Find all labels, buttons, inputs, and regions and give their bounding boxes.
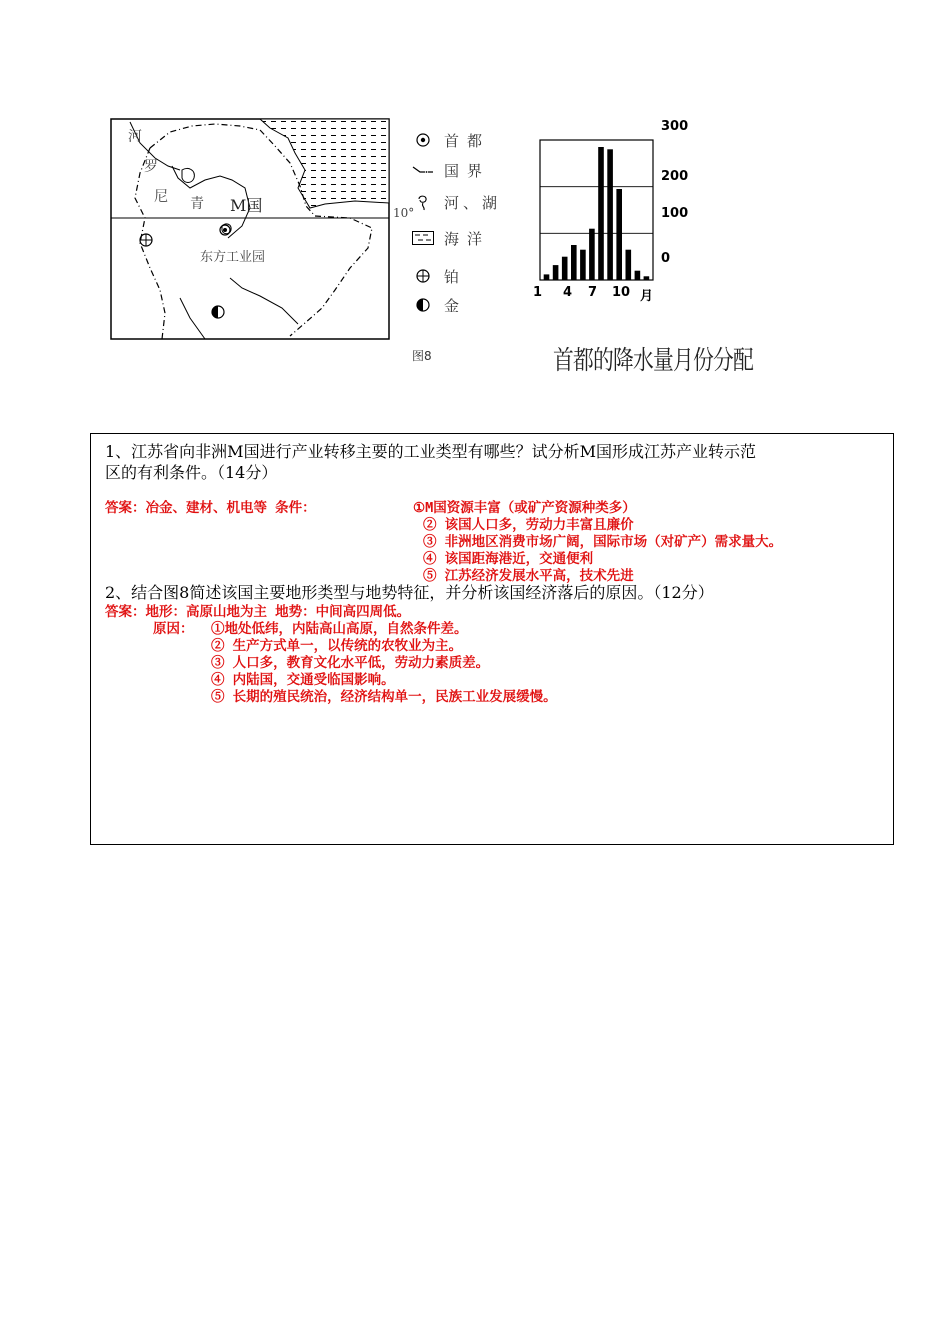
x-tick-label: 4 bbox=[563, 285, 573, 300]
answer-2-item: ③ 人口多，教育文化水平低，劳动力素质差。 bbox=[211, 655, 490, 671]
legend-label: 铂 bbox=[444, 267, 468, 286]
bar-month-8 bbox=[607, 149, 613, 280]
map-label-qing: 青 bbox=[190, 196, 204, 212]
answer-1-item: ④ 该国距海港近，交通便利 bbox=[423, 551, 594, 567]
border-icon bbox=[412, 161, 434, 179]
question-1-line-2: 区的有利条件。（14分） bbox=[105, 463, 278, 482]
bar-month-9 bbox=[616, 189, 622, 280]
chart-title: 首都的降水量月份分配 bbox=[553, 346, 754, 376]
legend-item-river-lake bbox=[412, 190, 501, 214]
question-box bbox=[90, 433, 894, 845]
answer-2-terrain: 答案：地形：高原山地为主 地势：中间高四周低。 bbox=[105, 604, 411, 620]
y-tick-label: 200 bbox=[661, 169, 689, 184]
y-tick-label: 0 bbox=[661, 251, 671, 266]
bar-month-10 bbox=[626, 250, 632, 280]
river-lake-icon bbox=[412, 193, 434, 211]
map-label-country: M国 bbox=[230, 196, 263, 215]
precipitation-chart bbox=[520, 118, 700, 308]
legend-item-platinum bbox=[412, 264, 467, 288]
legend-label: 首都 bbox=[444, 131, 491, 150]
gold-icon bbox=[212, 306, 224, 318]
map-label-river: 河 bbox=[128, 129, 142, 145]
answer-1-item: ①M国资源丰富（或矿产资源种类多） bbox=[413, 500, 636, 516]
map-label-luo: 罗 bbox=[144, 159, 158, 175]
x-tick-label: 7 bbox=[588, 285, 598, 300]
map-label-ni: 尼 bbox=[154, 189, 168, 205]
bar-month-4 bbox=[571, 245, 577, 280]
answer-1-item: ⑤ 江苏经济发展水平高，技术先进 bbox=[423, 568, 634, 584]
answer-2-item: ⑤ 长期的殖民统治，经济结构单一，民族工业发展缓慢。 bbox=[211, 689, 557, 705]
platinum-icon bbox=[140, 234, 152, 246]
bar-month-6 bbox=[589, 229, 595, 280]
country-map bbox=[110, 118, 415, 340]
ocean-icon bbox=[412, 229, 434, 247]
answer-2-item: ④ 内陆国，交通受临国影响。 bbox=[211, 672, 395, 688]
answer-2-item: ② 生产方式单一，以传统的农牧业为主。 bbox=[211, 638, 463, 654]
bar-month-7 bbox=[598, 147, 604, 280]
gold-icon bbox=[412, 296, 434, 314]
bar-month-3 bbox=[562, 257, 568, 280]
x-tick-label: 1 bbox=[533, 285, 543, 300]
map-label-park: 东方工业园 bbox=[200, 250, 266, 265]
answer-2-reason-label: 原因： bbox=[153, 621, 194, 637]
x-unit-label: 月 bbox=[640, 289, 654, 304]
y-tick-label: 300 bbox=[661, 119, 689, 134]
legend-item-border bbox=[412, 158, 490, 182]
legend-label: 海洋 bbox=[444, 229, 491, 248]
plot-frame bbox=[540, 140, 653, 280]
legend-label: 河、湖 bbox=[444, 193, 502, 212]
answer-2-item: ①地处低纬，内陆高山高原，自然条件差。 bbox=[211, 621, 468, 637]
bar-month-5 bbox=[580, 250, 586, 280]
map-drawing bbox=[110, 118, 390, 340]
question-2: 2、结合图8简述该国主要地形类型与地势特征，并分析该国经济落后的原因。（12分） bbox=[105, 583, 714, 602]
legend-label: 国界 bbox=[444, 161, 491, 180]
answer-1-intro: 答案：冶金、建材、机电等 条件： bbox=[105, 500, 316, 516]
legend-label: 金 bbox=[444, 296, 468, 315]
legend-item-gold bbox=[412, 293, 467, 317]
answer-1-item: ② 该国人口多，劳动力丰富且廉价 bbox=[423, 517, 634, 533]
question-1-line-1: 1、江苏省向非洲M国进行产业转移主要的工业类型有哪些？试分析M国形成江苏产业转示范 bbox=[105, 442, 756, 461]
figure-caption: 图8 bbox=[412, 349, 432, 363]
legend-item-capital bbox=[412, 128, 490, 152]
capital-icon bbox=[412, 131, 434, 149]
bar-month-1 bbox=[544, 274, 550, 280]
legend-item-ocean bbox=[412, 226, 490, 250]
bar-month-2 bbox=[553, 265, 559, 280]
y-tick-label: 100 bbox=[661, 206, 689, 221]
bar-month-11 bbox=[635, 271, 641, 280]
x-tick-label: 10 bbox=[612, 285, 631, 300]
map-label-latitude: 10° bbox=[393, 206, 415, 220]
platinum-icon bbox=[412, 267, 434, 285]
answer-1-item: ③ 非洲地区消费市场广阔，国际市场（对矿产）需求量大。 bbox=[423, 534, 783, 550]
bar-month-12 bbox=[644, 276, 650, 280]
